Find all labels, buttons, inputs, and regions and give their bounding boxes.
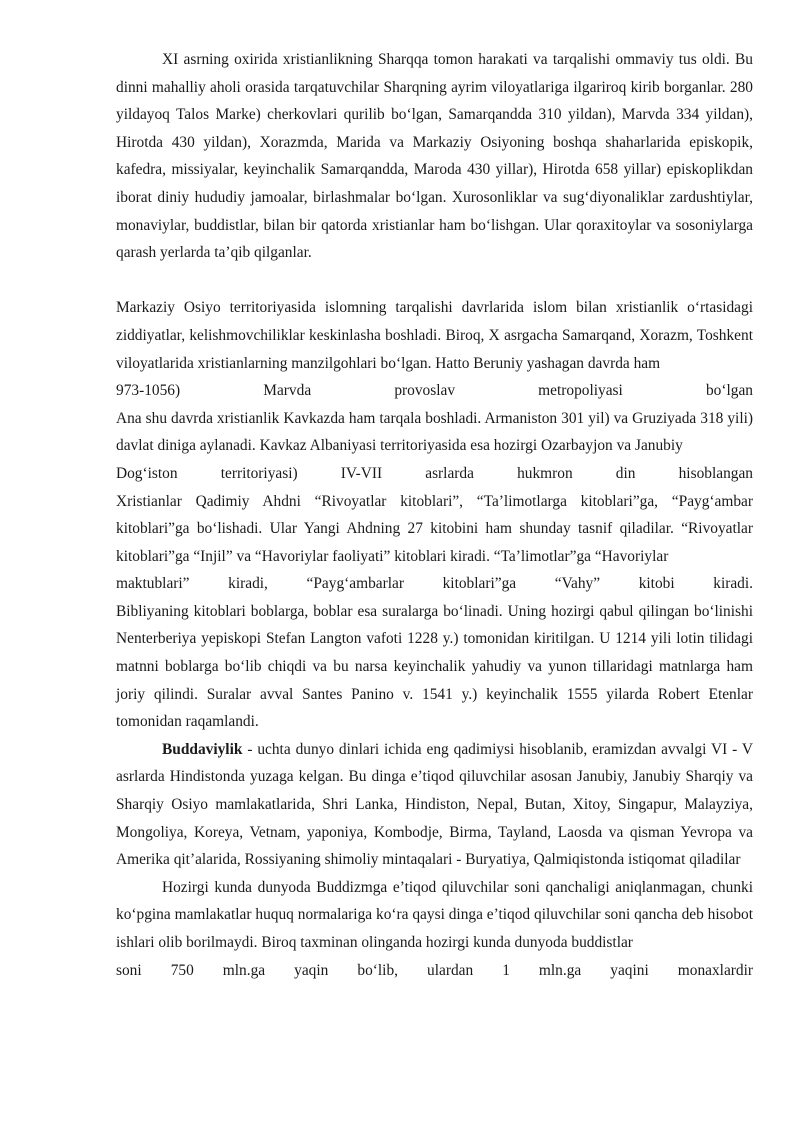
paragraph-buddhism-text: - uchta dunyo dinlari ichida eng qadimiysi hisoblanib, eramizdan avvalgi VI - V asrlarda Hindistonda yuzaga kelgan. Bu dinga e’tiqod qiluvchilar asosan Janubiy, Janubiy Sharqiy va Sharqiy Osiyo mamlakatlarida, Shri Lanka, Hindiston, Nepal, Butan, Xitoy, Singapur, Malayziya, Mongoliya, Koreya, Vetnam, yaponiya, Kombodje, Birma, Tayland, Laosda va qisman Yevropa va Amerika qit’alarida, Rossiyaning shimoliy mintaqalari - Buryatiya, Qalmiqistonda istiqomat qiladilar (116, 740, 753, 869)
paragraph-bible-books-text: Xristianlar Qadimiy Ahdni “Rivoyatlar kitoblari”, “Ta’limotlarga kitoblari”ga, “Payg‘ambar kitoblari”ga bo‘lishadi. Ular Yangi Ahdning 27 kitobini ham shunday tasnif qiladilar. “Rivoyatlar kitoblari”ga “Injil” va “Havoriylar faoliyati” kitoblari kiradi. “Ta’limotlar”ga “Havoriylar (116, 492, 753, 565)
paragraph-buddhist-count (116, 874, 753, 984)
paragraph-caucasus (116, 405, 753, 488)
term-buddaviylik: Buddaviylik (162, 740, 243, 758)
paragraph-gap (116, 267, 753, 295)
document-page (116, 46, 753, 984)
paragraph-buddhism (116, 736, 753, 874)
paragraph-christianity-east: XI asrning oxirida xristianlikning Sharqqa tomon harakati va tarqalishi ommaviy tus oldi. Bu dinni mahalliy aholi orasida tarqatuvchilar Sharqning ayrim viloyatlariga ilgariroq kirib borganlar. 280 yildayoq Talos Marke) cherkovlari qurilib bo‘lgan, Samarqandda 310 yildan), Marvda 334 yildan), Hirotda 430 yildan), Xorazmda, Marida va Markaziy Osiyoning boshqa shaharlarida episkopik, kafedra, missiyalar, keyinchalik Samarqandda, Maroda 430 yillar), Hirotda 658 yillar) episkoplikdan iborat diniy hududiy jamoalar, birlashmalar bo‘lgan. Xurosonliklar va sug‘diyonaliklar zardushtiylar, monaviylar, buddistlar, bilan bir qatorda xristianlar ham bo‘lishgan. Ular qoraxitoylar va sosoniylarga qarash yerlarda ta’qib qilganlar. (116, 51, 753, 262)
paragraph-buddhist-count-last-line: soni 750 mln.ga yaqin bo‘lib, ulardan 1 mln.ga yaqini monaxlardir (116, 961, 753, 979)
paragraph-caucasus-last-line: Dog‘iston territoriyasi) IV-VII asrlarda hukmron din hisoblangan (116, 464, 753, 482)
paragraph-central-asia-last-line: 973-1056) Marvda provoslav metropoliyasi bo‘lgan (116, 382, 753, 400)
paragraph-bible-books-last-line: maktublari” kiradi, “Payg‘ambarlar kitoblari”ga “Vahy” kitobi kiradi. (116, 575, 753, 593)
paragraph-bible-books (116, 488, 753, 598)
paragraph-central-asia (116, 294, 753, 404)
paragraph-central-asia-text: Markaziy Osiyo territoriyasida islomning tarqalishi davrlarida islom bilan xristianlik o‘rtasidagi ziddiyatlar, kelishmovchiliklar keskinlasha boshladi. Biroq, X asrgacha Samarqand, Xorazm, Toshkent viloyatlarida xristianlarning manzilgohlari bo‘lgan. Hatto Beruniy yashagan davrda ham (116, 299, 753, 372)
paragraph-caucasus-text: Ana shu davrda xristianlik Kavkazda ham tarqala boshladi. Armaniston 301 yil) va Gruziyada 318 yili) davlat diniga aylanadi. Kavkaz Albaniyasi territoriyasida esa hozirgi Ozarbayjon va Janubiy (116, 409, 753, 455)
paragraph-bible-chapters: Bibliyaning kitoblari boblarga, boblar esa suralarga bo‘linadi. Uning hozirgi qabul qilingan bo‘linishi Nenterberiya yepiskopi Stefan Langton vafoti 1228 y.) tomonidan kiritilgan. U 1214 yili lotin tilidagi matnni boblarga bo‘lib chiqdi va bu narsa keyinchalik yahudiy va yunon tillaridagi matnlarga ham joriy qilindi. Suralar avval Santes Panino v. 1541 y.) keyinchalik 1555 yilarda Robert Etenlar tomonidan raqamlandi. (116, 602, 753, 731)
paragraph-buddhist-count-text: Hozirgi kunda dunyoda Buddizmga e’tiqod qiluvchilar soni qanchaligi aniqlanmagan, chunki ko‘pgina mamlakatlar huquq normalariga ko‘ra qaysi dinga e’tiqod qiluvchilar soni qancha deb hisobot ishlari olib borilmaydi. Biroq taxminan olinganda hozirgi kunda dunyoda buddistlar (116, 878, 753, 951)
